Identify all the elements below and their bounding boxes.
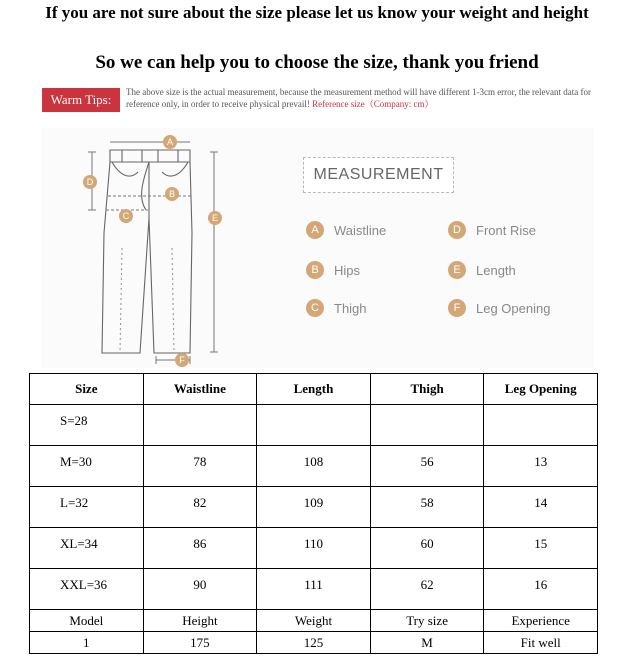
diagram-label-b: B [168,189,176,199]
diagram-label-e: E [211,213,219,223]
diagram-label-c: C [122,211,130,221]
warm-tips [42,86,602,116]
model-header-weight: Weight [257,610,371,632]
legend-badge-c: C [306,299,324,317]
diagram-label-d: D [86,177,94,187]
table-row [30,446,598,487]
cell-thigh: 62 [370,569,484,610]
legend-badge-d: D [448,221,466,239]
model-cell-model: 1 [30,632,144,654]
diagram-label-f: F [179,355,185,365]
legend-leg-opening [448,298,550,318]
model-header-row [30,610,598,632]
size-table [29,373,598,654]
header-thigh: Thigh [370,374,484,405]
legend-badge-e: E [448,261,466,279]
pants-diagram [42,128,262,368]
header-leg-opening: Leg Opening [484,374,598,405]
cell-thigh: 58 [370,487,484,528]
model-header-model: Model [30,610,144,632]
cell-length: 109 [257,487,371,528]
legend-label-leg-opening: Leg Opening [476,300,551,316]
cell-size: M=30 [30,446,144,487]
model-header-experience: Experience [484,610,598,632]
cell-leg-opening: 15 [484,528,598,569]
model-header-height: Height [143,610,257,632]
model-row [30,632,598,654]
model-cell-weight: 125 [257,632,371,654]
model-header-try-size: Try size [370,610,484,632]
cell-size: L=32 [30,487,144,528]
model-cell-try-size: M [370,632,484,654]
cell-thigh: 60 [370,528,484,569]
cell-thigh: 56 [370,446,484,487]
cell-thigh [370,405,484,446]
header-length: Length [257,374,371,405]
model-cell-experience: Fit well [484,632,598,654]
cell-leg-opening [484,405,598,446]
legend-badge-f: F [448,299,466,317]
measurement-figure [42,128,594,368]
legend-length [448,260,516,280]
headline-choose-size: So we can help you to choose the size, thank you friend [95,52,539,73]
table-row [30,405,598,446]
legend-label-waistline: Waistline [334,222,387,238]
legend-label-hips: Hips [334,262,361,278]
reference-size-note: Reference size（Company: cm） [312,99,434,109]
size-table-header [30,374,598,405]
cell-waistline: 78 [143,446,257,487]
cell-length [257,405,371,446]
warm-tips-text [126,86,606,110]
cell-leg-opening: 14 [484,487,598,528]
cell-waistline: 90 [143,569,257,610]
legend-label-thigh: Thigh [334,300,367,316]
cell-waistline: 86 [143,528,257,569]
legend-label-length: Length [476,262,516,278]
table-row [30,528,598,569]
cell-leg-opening: 16 [484,569,598,610]
legend-badge-b: B [306,261,324,279]
header-size: Size [30,374,144,405]
cell-length: 108 [257,446,371,487]
table-row [30,487,598,528]
legend-thigh [306,298,367,318]
warm-tips-badge: Warm Tips: [42,88,120,112]
diagram-label-a: A [166,137,174,147]
cell-waistline [143,405,257,446]
legend-label-front-rise: Front Rise [476,222,536,238]
cell-length: 110 [257,528,371,569]
headline-weight-height: If you are not sure about the size please let us know your weight and height [45,3,589,22]
warm-tips-body: The above size is the actual measurement, because the measurement method will have different 1-3cm error, the relevant data for reference only, in order to receive physical prevail! [126,87,592,109]
header-waistline: Waistline [143,374,257,405]
cell-size: XL=34 [30,528,144,569]
cell-waistline: 82 [143,487,257,528]
table-row [30,569,598,610]
legend-badge-a: A [306,221,324,239]
cell-size: XXL=36 [30,569,144,610]
legend-front-rise [448,220,536,240]
cell-leg-opening: 13 [484,446,598,487]
model-cell-height: 175 [143,632,257,654]
legend-hips [306,260,360,280]
measurement-title: MEASUREMENT [303,157,454,193]
cell-length: 111 [257,569,371,610]
cell-size: S=28 [30,405,144,446]
legend-waistline [306,220,386,240]
